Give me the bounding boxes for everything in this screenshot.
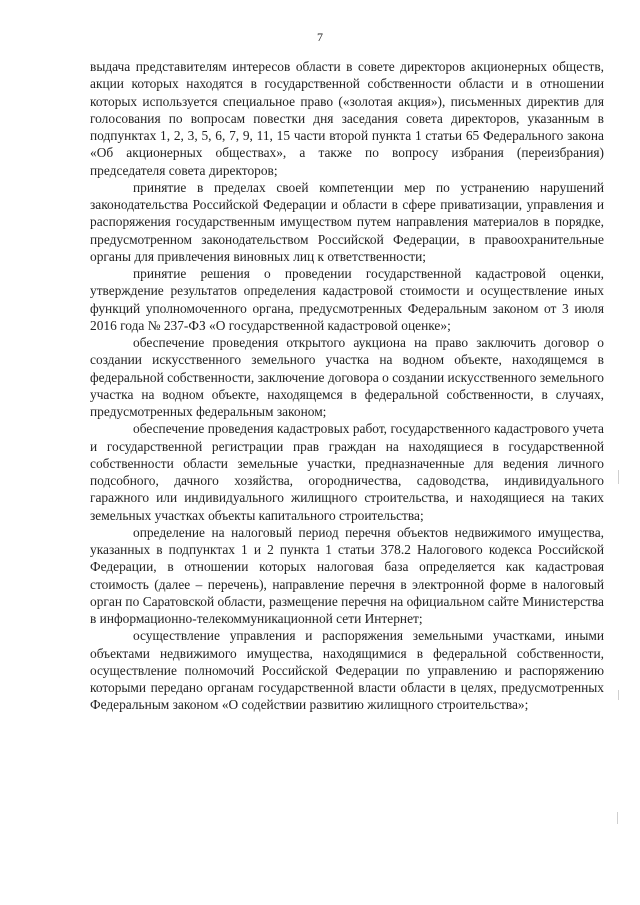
document-body	[90, 58, 604, 714]
scan-mark	[617, 812, 618, 824]
paragraph: обеспечение проведения кадастровых работ, государственного кадастрового учета и государственной регистрации прав граждан на находящиеся в государственной собственности области земельные участки, предназначенные для ведения личного подсобного, дачного хозяйства, огородничества, садоводства, индивидуального гаражного или индивидуального жилищного строительства, и находящиеся на таких земельных участках объекты капитального строительства;	[90, 421, 604, 523]
paragraph: выдача представителям интересов области в совете директоров акционерных обществ, акции которых находятся в государственной собственности области и в отношении которых используется специальное право («золотая акция»), письменных директив для голосования по вопросам повестки дня заседания совета директоров, указанным в подпунктах 1, 2, 3, 5, 6, 7, 9, 11, 15 части второй пункта 1 статьи 65 Федерального закона «Об акционерных обществах», а также по вопросу избрания (переизбрания) председателя совета директоров;	[90, 59, 604, 178]
paragraph: принятие в пределах своей компетенции мер по устранению нарушений законодательства Российской Федерации и области в сфере приватизации, управления и распоряжения государственным имуществом путем направления материалов в порядке, предусмотренном законодательством Российской Федерации, в правоохранительные органы для привлечения виновных лиц к ответственности;	[90, 179, 604, 264]
scan-mark	[618, 690, 619, 700]
scan-mark	[618, 470, 619, 484]
paragraph: осуществление управления и распоряжения земельными участками, иными объектами недвижимого имущества, находящимися в федеральной собственности, осуществление полномочий Российской Федерации по управлению и распоряжению которыми передано органам государственной власти области в целях, предусмотренных Федеральным законом «О содействии развитию жилищного строительства»;	[90, 628, 604, 713]
paragraph: определение на налоговый период перечня объектов недвижимого имущества, указанных в подпунктах 1 и 2 пункта 1 статьи 378.2 Налогового кодекса Российской Федерации, в отношении которых налоговая база определяется как кадастровая стоимость (далее – перечень), направление перечня в электронной форме в налоговый орган по Саратовской области, размещение перечня на официальном сайте Министерства в информационно-телекоммуникационной сети Интернет;	[90, 524, 604, 626]
page-number: 7	[317, 30, 323, 44]
paragraph: принятие решения о проведении государственной кадастровой оценки, утверждение результатов определения кадастровой стоимости и осуществление иных функций уполномоченного органа, предусмотренных Федеральным законом от 3 июля 2016 года № 237-ФЗ «О государственной кадастровой оценке»;	[90, 266, 604, 333]
paragraph: обеспечение проведения открытого аукциона на право заключить договор о создании искусственного земельного участка на водном объекте, находящемся в федеральной собственности, заключение договора о создании искусственного земельного участка на водном объекте, находящемся в федеральной собственности, в случаях, предусмотренных федеральным законом;	[90, 335, 604, 419]
